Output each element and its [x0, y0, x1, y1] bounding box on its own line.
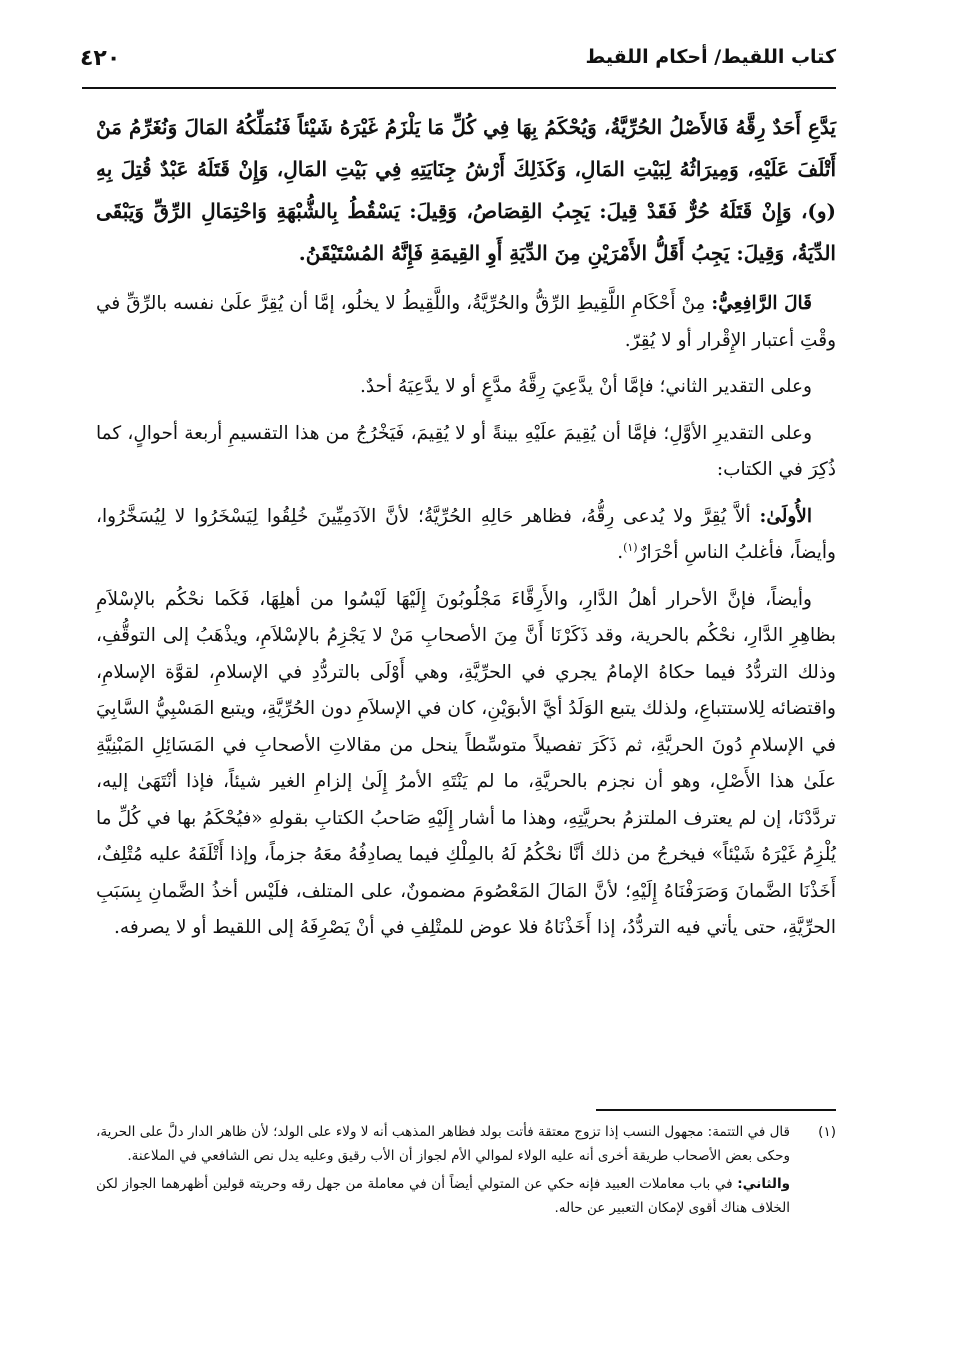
main-text	[96, 106, 836, 957]
running-header	[80, 40, 836, 84]
footnote	[96, 1120, 836, 1168]
page-number: ٤٢٠	[80, 46, 121, 71]
header-title: كتاب اللقيط/ أحكام اللقيط	[585, 46, 836, 68]
footnote-text	[96, 1120, 790, 1168]
commentary-lead: قَالَ الرَّافِعِيُّ:	[711, 293, 813, 314]
footnote-lead: والثاني:	[737, 1176, 790, 1192]
commentary-paragraph	[96, 499, 836, 572]
commentary-paragraph: وعلى التقديرِ الأوَّلِ؛ فإمَّا أن يُقِيمَ علَيْهِ بينةً أو لا يُقِيمَ، فَيَخْرُجُ من هذا التقسيمِ أربعة أحوالٍ، كما ذُكِرَ في الكتاب:	[96, 422, 836, 480]
footnote-divider	[596, 1109, 836, 1111]
case-heading: الأُولَىٰ:	[759, 505, 812, 527]
commentary-text: مِنْ أَحْكَامِ اللَّقِيطِ الرِّقُّ والحُرِّيَّةُ، واللَّقِيطُ لا يخلُو، إمَّا أن يُقِرَّ علَىٰ نفسه بالرِّقِّ في وقْتِ أعتبار الإِقْرار أو لا يُقِرّ.	[96, 293, 836, 351]
matn-paragraph: يَدَّعِ أَحَدٌ رِقَّهُ فَالأَصْلُ الحُرِّيَّةُ، وَيُحْكَمُ بِهَا فِي كُلِّ مَا يَلْزَمُ غَيْرَهُ شَيْئاً فَنُمَلِّكُهُ المَالَ وَنُغَرِّمُ مَنْ أَتْلَفَ عَلَيْهِ، وَمِيرَاثُهُ لِبَيْتِ المَالِ، وَكَذَلِكَ أَرْشُ جِنَايَتِهِ فِي بَيْتِ المَالِ، وَإِنْ قَتَلَهُ عَبْدٌ قُتِلَ بِهِ (و)، وَإِنْ قَتَلَهُ حُرٌّ فَقَدْ قِيلَ: يَجِبُ القِصَاصُ، وَقِيلَ: يَسْقُطُ بِالشُّبْهَةِ وَاحْتِمَالِ الرِّقِّ وَيَبْقَى الدِّيَةُ، وَقِيلَ: يَجِبُ أَقَلُّ الأَمْرَيْنِ مِنَ الدِّيَةِ أَوِ القِيمَةِ فَإِنَّهُ المُسْتَيْقَنُ.	[96, 115, 836, 265]
footnotes	[96, 1120, 836, 1224]
commentary-text: ألاَّ يُقِرَّ ولا يُدعى رِقُّهُ، فظاهر حَالِهِ الحُرِّيَّةُ؛ لأنَّ الآدَمِيِّينَ خُلِقُوا لِيَسْخَرُوا لا لِيُسَخَّرُوا، وأيضاً، فأغلبُ الناسِ أحْرَارٌ	[96, 505, 836, 563]
footnote-reference[interactable]: (١)	[623, 540, 638, 554]
sentence-end: .	[617, 542, 624, 563]
commentary-paragraph	[96, 286, 836, 359]
footnote-body: قال في التتمة: مجهول النسب إذا تزوج معتقة فأتت بولد فظاهر المذهب أنه لا ولاء على الولد؛ لأن ظاهر الدار دلَّ على الحرية، وحكى بعض الأصحاب طريقة أخرى أنه عليه الولاء لموالي الأم لجواز أن الأب رقيق وعليه يدل نص الشافعي في الملاعنة.	[96, 1124, 790, 1164]
footnote-continuation	[96, 1172, 836, 1220]
footnote-text	[96, 1172, 790, 1220]
commentary-paragraph: وعلى التقدير الثاني؛ فإمَّا أنْ يدَّعِيَ رِقَّهُ مدَّعٍ أو لا يدَّعِيَهُ أحدٌ.	[359, 376, 812, 397]
footnote-body: في باب معاملات العبيد فإنه حكي عن المتولي أيضاً أن في معاملة من جهل رقه وحريته قولين أظهرهما الجواز لكن الخلاف هناك أقوى لإمكان التعبير عن حاله.	[96, 1176, 790, 1216]
footnote-number: (١)	[818, 1124, 836, 1140]
commentary-paragraph: وأيضاً، فإنَّ الأحرار أهلُ الدَّارِ، والأَرِقَّاءَ مَجْلُوبُونَ إِلَيْهَا لَيْسُوا من أهلِهَا، فَكَما نحْكُم بالإسْلاَمِ بظاهِرِ الدَّارِ، نحْكُم بالحرية، وقد ذَكَرْنَا أَنَّ مِنَ الأصحابِ مَنْ لا يَجْزِمُ بالإسْلاَمِ، ويذْهَبُ إلى التوقُّفِ، وذلك التردُّدُ فيما حكاهُ الإمامُ يجري في الحرِّيَّةِ، وهي أَوْلَى بالتردُّدِ في الإسلامِ، لقوَّة الإسلامِ، واقتضائه لِلاستتباعِ، ولذلك يتبع الوَلَدُ أيَّ الأبوَيْنِ، كان في الإسلاَمِ دون الحُرِّيَّةِ، ويتبع المَسْبِيُّ السَّابِيَ في الإسلامِ دُونَ الحريَّةِ، ثم ذَكَرَ تفصيلاً متوسِّطاً ينحل من مقالاتِ الأصحابِ في المَسَائِلِ المَبْنِيَّةِ علَىٰ هذا الأَصْلِ، وهو أن نجزم بالحريَّةِ، ما لم يَنْتَهِ الأمرُ إِلَىٰ إلزامِ الغير شيئاً، فإذا أنْتَهَىٰ إليه، تردَّدْنَا، إن لم يعترف الملتزمُ بحريَّتِهِ، وهذا ما أشار إِلَيْهِ صَاحبُ الكتابِ بقولهِ «فيُحْكَمُ بها في كُلِّ ما يُلْزِمُ غَيْرَهُ شَيْئاً» فيخرجُ من ذلك أنَّا نحْكُمُ لَهُ بالمِلْكِ فيما يصادِفُهُ معَهُ جزماً، وإذا أَتْلَفَهُ عليه مُتْلِفٌ، أَخَذْنَا الضَّمانَ وَصَرَفْنَاهُ إِلَيْهِ؛ لأنَّ المَالَ المَعْصُومَ مضمونٌ، على المتلف، فلَيْس أخذُ الضَّمانِ بِسَبَبِ الحرِّيَّةِ، حتى يأتي فيه التردُّدُ، إذا أَخَذْنَاهُ فلا عوض للمتْلِفِ في أنْ يَصْرِفَهُ إلى اللقيط أو لا يصرفه.	[96, 588, 836, 938]
header-divider	[82, 87, 836, 89]
